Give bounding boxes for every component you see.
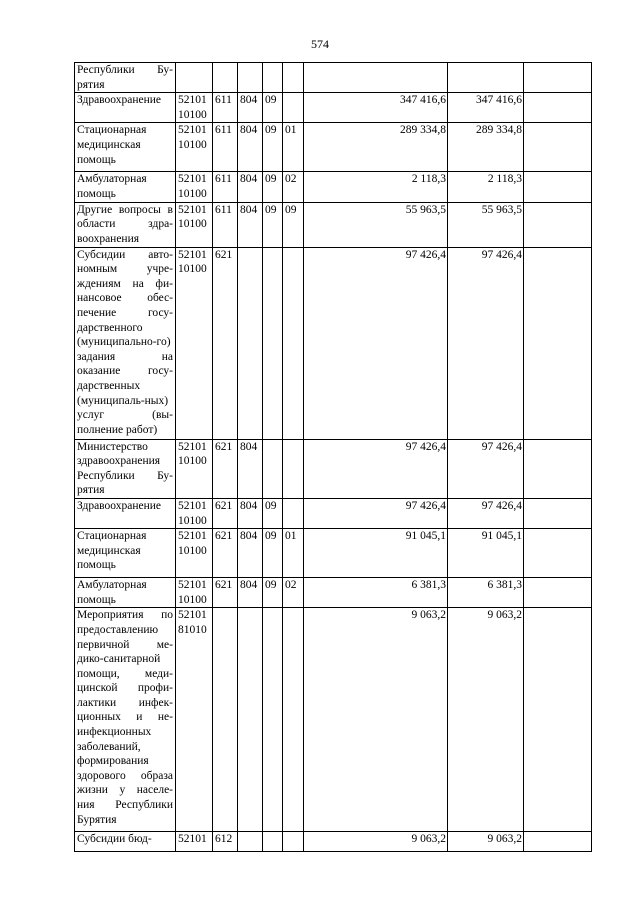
table-row [75, 832, 592, 852]
table-row [75, 529, 592, 578]
cell-name: Другие вопросы в области здра-воохранения [75, 202, 176, 247]
cell-administrator [238, 247, 263, 439]
cell-target-article: 52101 10100 [176, 202, 213, 247]
cell-target-article: 52101 10100 [176, 498, 213, 528]
cell-name: Амбулаторная помощь [75, 578, 176, 608]
cell-amount-1: 289 334,8 [304, 123, 448, 172]
cell-amount-2: 6 381,3 [448, 578, 524, 608]
cell-section: 09 [263, 578, 283, 608]
cell-administrator [238, 832, 263, 852]
cell-expense-type: 611 [213, 172, 238, 202]
cell-subsection [283, 498, 304, 528]
cell-expense-type [213, 608, 238, 832]
cell-target-article: 52101 10100 [176, 172, 213, 202]
cell-target-article: 52101 10100 [176, 529, 213, 578]
table-row [75, 247, 592, 439]
cell-name: Здравоохранение [75, 93, 176, 123]
cell-amount-2 [448, 63, 524, 93]
cell-administrator: 804 [238, 529, 263, 578]
cell-subsection: 09 [283, 202, 304, 247]
cell-target-article: 52101 10100 [176, 123, 213, 172]
cell-name: Амбулаторная помощь [75, 172, 176, 202]
cell-administrator: 804 [238, 578, 263, 608]
cell-name: Субсидии авто-номным учре-ждениям на фи-нансовое обес-печение госу-дарственного (муниципально-го) задания на оказание госу-дарственных (муниципаль-ных) услуг (вы-полнение работ) [75, 247, 176, 439]
table-row [75, 63, 592, 93]
cell-subsection [283, 247, 304, 439]
cell-amount-1: 347 416,6 [304, 93, 448, 123]
cell-amount-2: 97 426,4 [448, 498, 524, 528]
cell-expense-type: 621 [213, 529, 238, 578]
cell-administrator: 804 [238, 172, 263, 202]
cell-name: Субсидии бюд- [75, 832, 176, 852]
cell-empty [524, 832, 592, 852]
cell-expense-type: 611 [213, 202, 238, 247]
cell-amount-2: 97 426,4 [448, 247, 524, 439]
cell-section: 09 [263, 172, 283, 202]
cell-amount-1: 91 045,1 [304, 529, 448, 578]
cell-name: Министерство здравоохранения Республики Бу-рятия [75, 439, 176, 498]
table-row [75, 498, 592, 528]
cell-name: Мероприятия по предоставлению первичной ме-дико-санитарной помощи, меди-цинской профи-лактики инфек-ционных и не-инфекционных заболеваний, формирования здорового образа жизни у населе-ния Республики Бурятия [75, 608, 176, 832]
cell-subsection [283, 63, 304, 93]
cell-section: 09 [263, 123, 283, 172]
cell-empty [524, 63, 592, 93]
cell-expense-type [213, 63, 238, 93]
cell-amount-2: 2 118,3 [448, 172, 524, 202]
cell-amount-2: 91 045,1 [448, 529, 524, 578]
cell-target-article: 52101 10100 [176, 439, 213, 498]
cell-empty [524, 578, 592, 608]
cell-expense-type: 621 [213, 578, 238, 608]
table-body [75, 63, 592, 852]
table-row [75, 202, 592, 247]
cell-expense-type: 612 [213, 832, 238, 852]
cell-empty [524, 498, 592, 528]
cell-section: 09 [263, 93, 283, 123]
cell-amount-2: 55 963,5 [448, 202, 524, 247]
cell-subsection: 01 [283, 123, 304, 172]
cell-subsection [283, 93, 304, 123]
budget-table [74, 62, 592, 852]
cell-administrator [238, 608, 263, 832]
table-row [75, 123, 592, 172]
cell-empty [524, 123, 592, 172]
cell-expense-type: 621 [213, 439, 238, 498]
cell-target-article: 52101 81010 [176, 608, 213, 832]
cell-target-article: 52101 10100 [176, 247, 213, 439]
cell-expense-type: 611 [213, 123, 238, 172]
cell-section: 09 [263, 529, 283, 578]
cell-empty [524, 529, 592, 578]
cell-amount-1: 6 381,3 [304, 578, 448, 608]
cell-target-article: 52101 10100 [176, 93, 213, 123]
cell-name: Стационарная медицинская помощь [75, 123, 176, 172]
cell-administrator: 804 [238, 123, 263, 172]
cell-subsection: 01 [283, 529, 304, 578]
cell-empty [524, 202, 592, 247]
cell-administrator [238, 63, 263, 93]
cell-name: Здравоохранение [75, 498, 176, 528]
cell-amount-1: 9 063,2 [304, 832, 448, 852]
cell-administrator: 804 [238, 202, 263, 247]
cell-administrator: 804 [238, 439, 263, 498]
cell-target-article: 52101 10100 [176, 578, 213, 608]
cell-expense-type: 621 [213, 247, 238, 439]
cell-amount-1: 97 426,4 [304, 498, 448, 528]
cell-section [263, 247, 283, 439]
table-row [75, 172, 592, 202]
cell-amount-1: 9 063,2 [304, 608, 448, 832]
cell-amount-1: 55 963,5 [304, 202, 448, 247]
cell-amount-2: 9 063,2 [448, 832, 524, 852]
cell-amount-1: 97 426,4 [304, 247, 448, 439]
cell-section: 09 [263, 202, 283, 247]
table-row [75, 439, 592, 498]
cell-empty [524, 93, 592, 123]
table-row [75, 578, 592, 608]
cell-empty [524, 439, 592, 498]
cell-administrator: 804 [238, 498, 263, 528]
cell-empty [524, 608, 592, 832]
cell-empty [524, 172, 592, 202]
cell-expense-type: 611 [213, 93, 238, 123]
cell-target-article: 52101 [176, 832, 213, 852]
cell-section [263, 63, 283, 93]
cell-name: Республики Бу-рятия [75, 63, 176, 93]
page-number: 574 [311, 37, 329, 51]
cell-amount-2: 289 334,8 [448, 123, 524, 172]
cell-subsection: 02 [283, 578, 304, 608]
table-row [75, 608, 592, 832]
cell-amount-2: 97 426,4 [448, 439, 524, 498]
cell-subsection [283, 832, 304, 852]
cell-administrator: 804 [238, 93, 263, 123]
cell-empty [524, 247, 592, 439]
cell-section [263, 439, 283, 498]
table-row [75, 93, 592, 123]
cell-subsection [283, 608, 304, 832]
cell-section [263, 832, 283, 852]
cell-name: Стационарная медицинская помощь [75, 529, 176, 578]
cell-subsection: 02 [283, 172, 304, 202]
cell-expense-type: 621 [213, 498, 238, 528]
cell-amount-1: 97 426,4 [304, 439, 448, 498]
cell-section: 09 [263, 498, 283, 528]
cell-amount-1 [304, 63, 448, 93]
cell-amount-2: 9 063,2 [448, 608, 524, 832]
cell-section [263, 608, 283, 832]
cell-amount-2: 347 416,6 [448, 93, 524, 123]
cell-amount-1: 2 118,3 [304, 172, 448, 202]
cell-subsection [283, 439, 304, 498]
cell-target-article [176, 63, 213, 93]
